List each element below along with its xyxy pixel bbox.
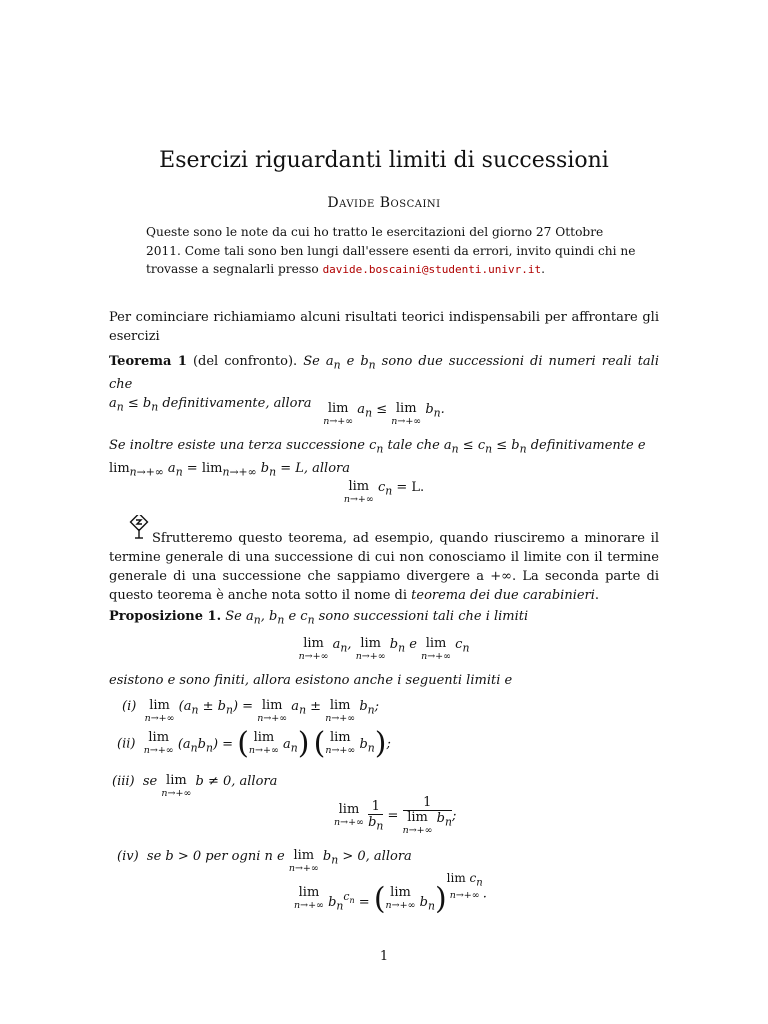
remark-paragraph: Sfrutteremo questo teorema, ad esempio, quando riusciremo a minorare il termine generale di una successione di cui non conosciamo il limite con il termine generale di una successione che sappiamo divergere a +∞. La seconda parte di questo teorema è anche nota sotto il nome di teorema dei due carabinieri.: [109, 531, 659, 603]
item-iv: (iv) se b > 0 per ogni n e lim n→+∞ $b_n > 0$, allora: [117, 848, 412, 874]
item-i: (i) lim n→+∞ $(a_n \pm b_n) = \lim$ n→+∞ $a_n \pm \lim$ n→+∞ $b_n$;: [122, 698, 380, 724]
intro-paragraph: Per cominciare richiamiamo alcuni risultati teorici indispensabili per affrontare gli esercizi: [109, 310, 659, 344]
theorem-text: e b: [340, 354, 369, 369]
theorem-label: Teorema 1: [109, 354, 187, 369]
theorem-text: definitivamente, allora: [158, 395, 312, 411]
theorem-text: ≤ b: [123, 395, 152, 411]
proposition-continued: esistono e sono finiti, allora esistono anche i seguenti limiti e: [109, 673, 513, 688]
theorem-name: (del confronto).: [192, 354, 298, 369]
theorem-text: sono due successioni di numeri reali tali che: [109, 354, 659, 392]
page-number: 1: [379, 949, 389, 964]
item-ii: (ii) lim n→+∞ $(a_nb_n)$ = ( lim n→+∞ $a_n$) ( lim n→+∞ $b_n$);: [117, 726, 391, 761]
proposition-1: Proposizione 1. Se $a_n$, $b_n$ e $c_n$ sono successioni tali che i limiti: [109, 609, 529, 627]
author-name: Davide Boscaini: [327, 195, 441, 211]
equation-iv: lim n→+∞ $b_n^{c_n}$ = ( lim n→+∞ $b_n)\lim$ $c_n$ n→+∞ .: [294, 871, 487, 917]
item-iii: (iii) se lim n→+∞ b ≠ 0, allora: [112, 773, 278, 799]
proposition-label: Proposizione 1.: [109, 609, 222, 624]
abstract: [146, 223, 636, 280]
paper-title: Esercizi riguardanti limiti di successioni: [159, 148, 609, 173]
email-link[interactable]: davide.boscaini@studenti.univr.it: [322, 263, 542, 276]
equation-2: lim n→+∞ $c_n = L$.: [343, 479, 425, 505]
equation-1: lim n→+∞ $a_n \le \lim$ n→+∞ $b_n$.: [323, 401, 445, 427]
abstract-end: .: [541, 262, 545, 276]
abstract-text: Queste sono le note da cui ho tratto le esercitazioni del giorno 27 Ottobre 2011. Come tali sono ben lungi dall'essere esenti da errori, invito quindi chi ne trovasse a segnalarli presso: [146, 225, 636, 276]
equation-3: lim n→+∞ $a_n$, lim n→+∞ $b_n$ e lim n→+∞ $c_n$: [298, 636, 470, 662]
theorem-text: Se a: [303, 354, 334, 369]
theorem-text: a: [109, 395, 117, 411]
equation-iii: lim n→+∞ $\frac{1}{b_n}$ = 1 lim n→+∞ $b_n$ ;: [334, 795, 457, 836]
theorem-1-continued: Se inoltre esiste una terza successione $c_n$ tale che $a_n \le c_n \le b_n$ definitivamente e $\lim_{n\to+\infty} a_n = \lim_{n\to+\infty} b_n = L$, allora: [109, 438, 646, 479]
theorem-1: Teorema 1 (del confronto). Se $a_n$ e $b_n$ sono due successioni di numeri reali tali che $a_n \le b_n$ definitivamente, allora: [109, 354, 659, 414]
